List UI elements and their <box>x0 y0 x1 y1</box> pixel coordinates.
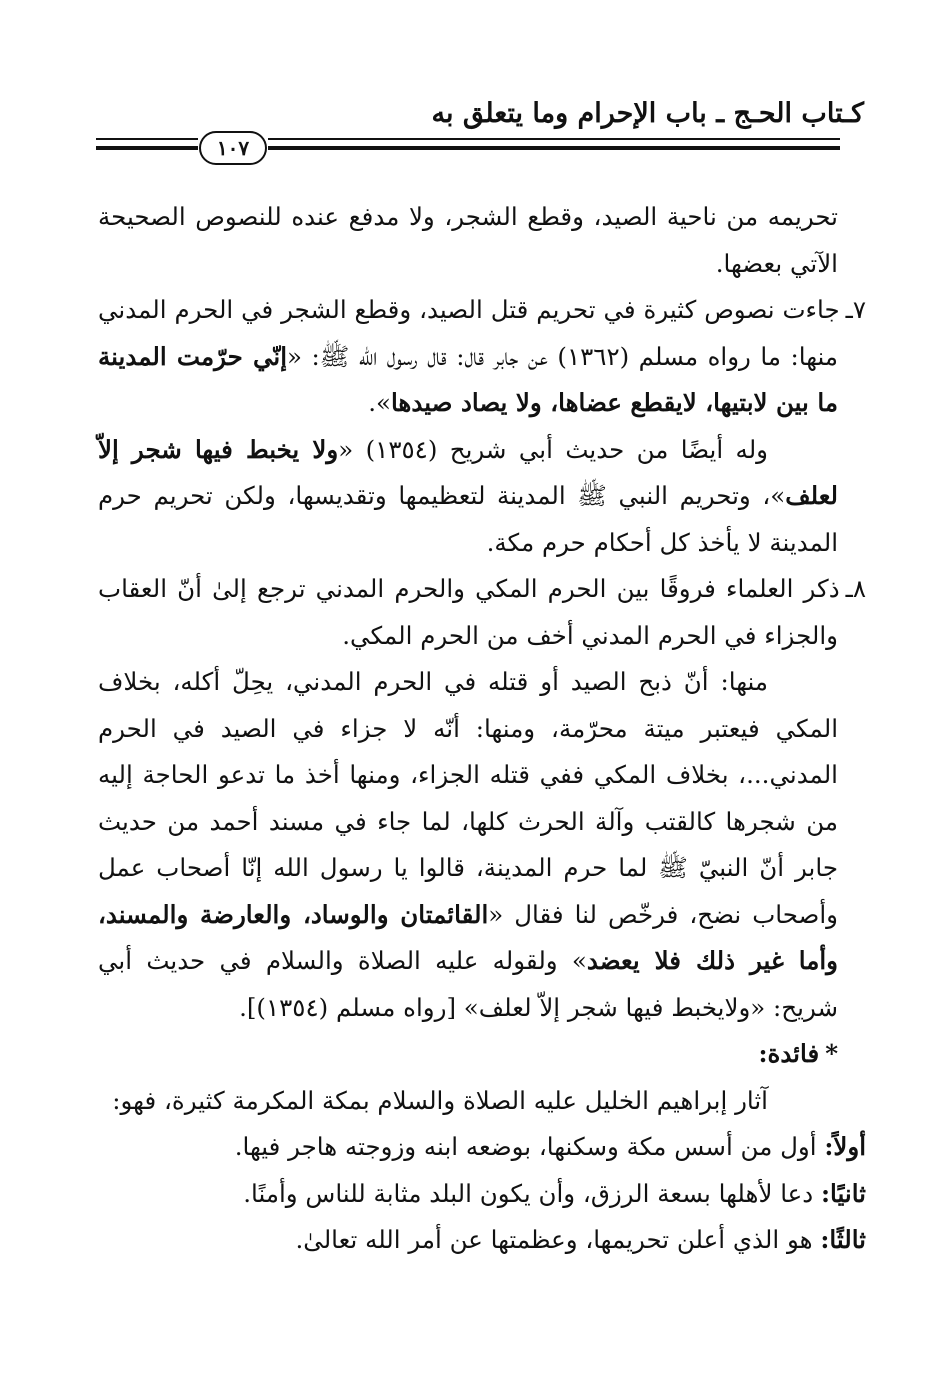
main-text <box>98 194 866 1264</box>
hadith-quote: إنّي حرّمت المدينة ما بين لابتيها، لايقطع عضاها، ولا يصاد صيدها <box>98 341 838 417</box>
faida-point-1: أولاً: أول من أسس مكة وسكنها، بوضعه ابنه وزوجته هاجر فيها. <box>234 1132 866 1161</box>
paragraph-continuation: تحريمه من ناحية الصيد، وقطع الشجر، ولا مدفع عنده للنصوص الصحيحة الآتي بعضها. <box>98 202 838 278</box>
running-header-title: كـتاب الحـج ـ باب الإحرام وما يتعلق به <box>431 98 864 129</box>
paragraph-abu-shurayh: وله أيضًا من حديث أبي شريح (١٣٥٤) «ولا يخبط فيها شجر إلاّ لعلف»، وتحريم النبي ﷺ المدينة لتعظيمها وتقديسها، ولكن تحريم حرم المدينة لا يأخذ كل أحكام حرم مكة. <box>98 434 838 557</box>
item-number: ٨ـ <box>845 574 866 603</box>
item-number: ٧ـ <box>845 295 866 324</box>
star-icon: * <box>825 1039 838 1068</box>
header-rule-right-bottom <box>268 146 840 150</box>
faida-heading: *فائدة: <box>758 1039 838 1068</box>
header-rule-right-top <box>268 138 840 140</box>
header-rule-left-top <box>96 138 198 140</box>
page-number: ١٠٧ <box>199 131 267 165</box>
list-item-8: ٨ـذكر العلماء فروقًا بين الحرم المكي والحرم المدني ترجع إلىٰ أنّ العقاب والجزاء في الحرم المدني أخف من الحرم المكي. <box>98 566 838 659</box>
header-rule-left-bottom <box>96 146 198 150</box>
faida-point-3: ثالثًا: هو الذي أعلن تحريمها، وعظمتها عن أمر الله تعالىٰ. <box>295 1225 866 1254</box>
faida-point-2: ثانيًا: دعا لأهلها بسعة الرزق، وأن يكون البلد مثابة للناس وأمنًا. <box>243 1178 866 1208</box>
list-item-7: ٧ـجاءت نصوص كثيرة في تحريم قتل الصيد، وقطع الشجر في الحرم المدني منها: ما رواه مسلم (١٣٦٢) عن جابر قال: قال رسول الله ﷺ: «إنّي حرّمت المدينة ما بين لابتيها، لايقطع عضاها، ولا يصاد صيدها». <box>98 287 838 427</box>
hadith-quote: القائمتان والوساد، والعارضة والمسند، وأما غير ذلك فلا يعضد <box>98 899 838 975</box>
paragraph-differences: منها: أنّ ذبح الصيد أو قتله في الحرم المدني، يحِلّ أكله، بخلاف المكي فيعتبر ميتة محرّمة، ومنها: أنّه لا جزاء في الصيد في الحرم المدني...، بخلاف المكي ففي قتله الجزاء، ومنها أخذ ما تدعو الحاجة إليه من شجرها كالقتب وآلة الحرث كلها، لما جاء في مسند أحمد من حديث جابر أنّ النبيّ ﷺ لما حرم المدينة، قالوا يا رسول الله إنّا أصحاب عمل وأصحاب نضح، فرخّص لنا فقال «القائمتان والوساد، والعارضة والمسند، وأما غير ذلك فلا يعضد» ولقوله عليه الصلاة والسلام في حديث أبي شريح: «ولايخبط فيها شجر إلاّ لعلف» [رواه مسلم (١٣٥٤)]. <box>98 667 838 1022</box>
hadith-quote: ولا يخبط فيها شجر إلاّ لعلف <box>98 434 838 510</box>
faida-intro: آثار إبراهيم الخليل عليه الصلاة والسلام بمكة المكرمة كثيرة، فهو: <box>112 1085 768 1115</box>
